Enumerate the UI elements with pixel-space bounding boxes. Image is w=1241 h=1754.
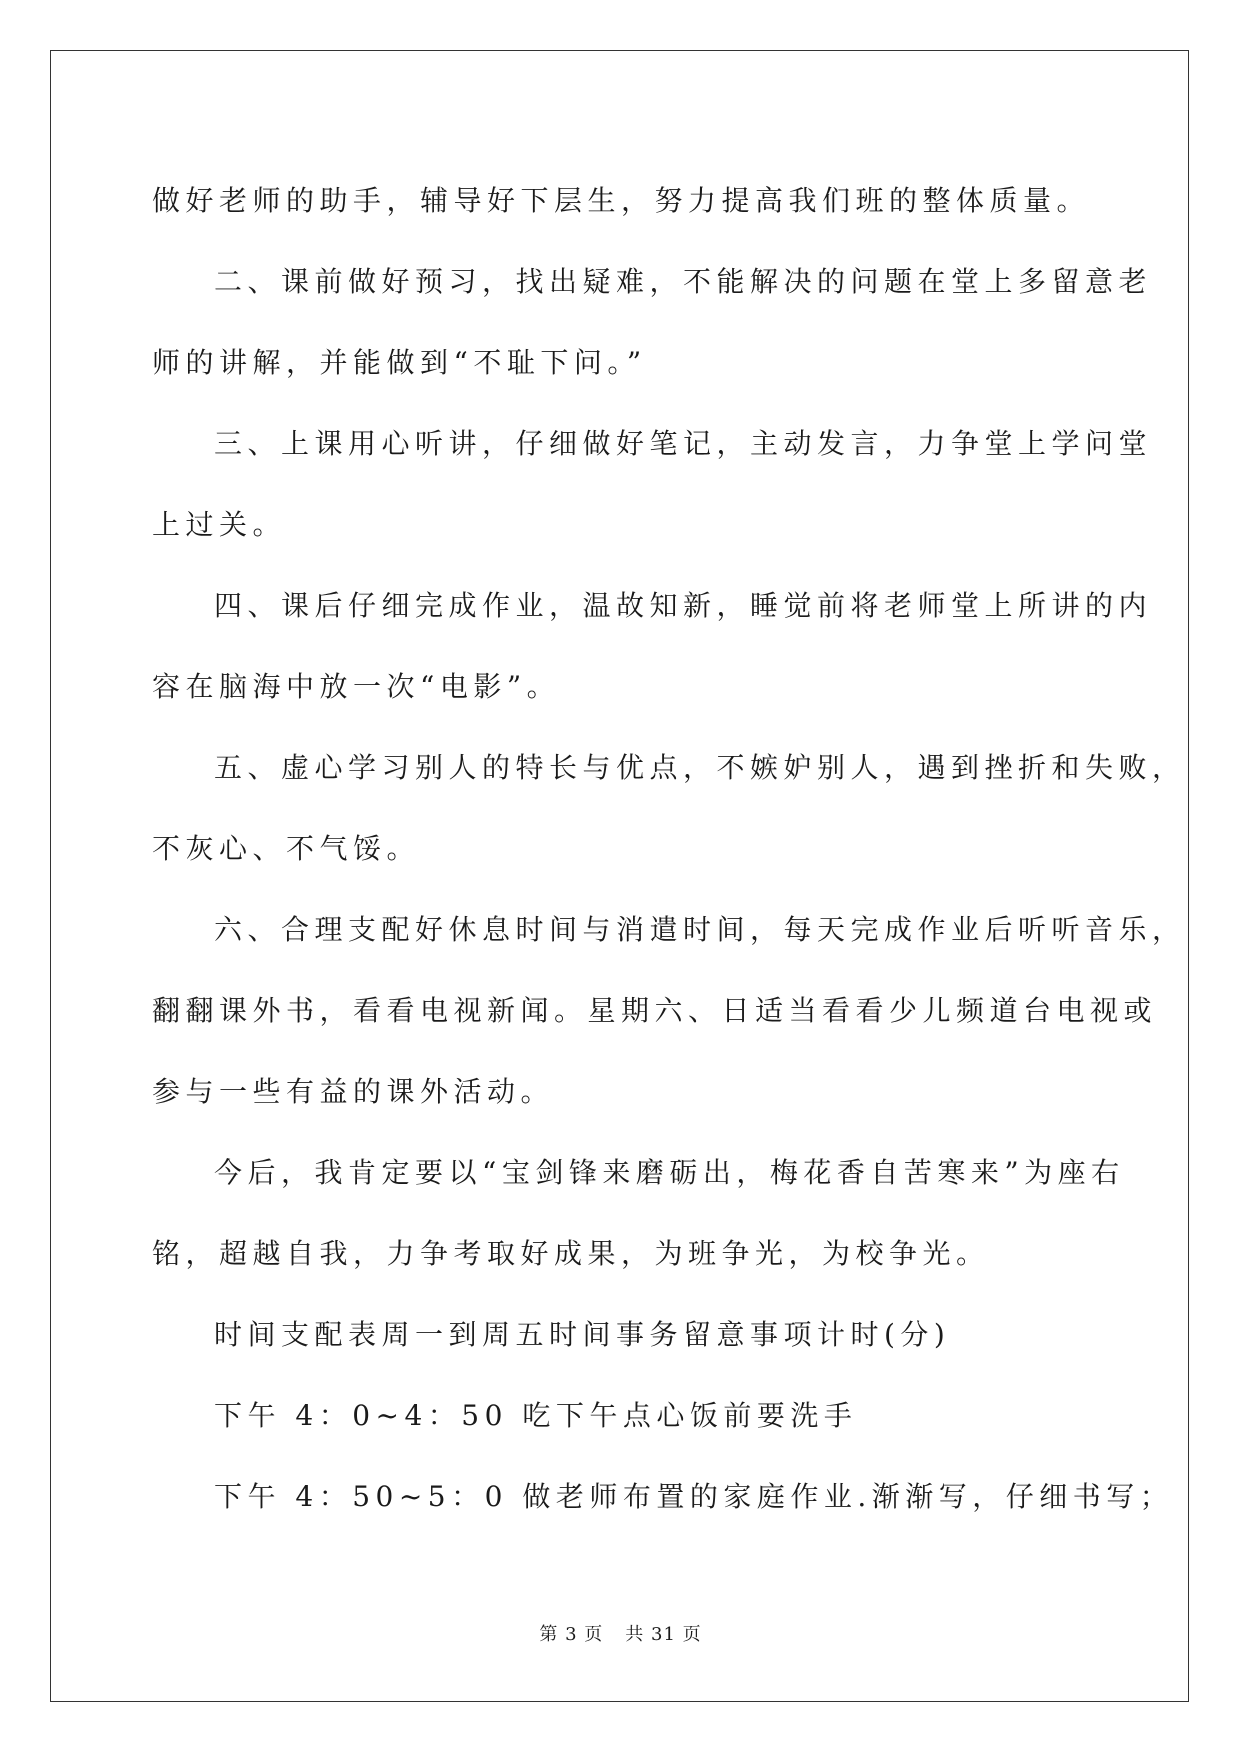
text-line: 翻翻课外书，看看电视新闻。星期六、日适当看看少儿频道台电视或 <box>152 994 1158 1027</box>
text-line: 参与一些有益的课外活动。 <box>152 1075 555 1108</box>
text-line: 五、虚心学习别人的特长与优点，不嫉妒别人，遇到挫折和失败， <box>214 751 1186 784</box>
text-line: 上过关。 <box>152 508 287 541</box>
text-line: 做好老师的助手，辅导好下层生，努力提高我们班的整体质量。 <box>152 184 1091 217</box>
text-line: 四、课后仔细完成作业，温故知新，睡觉前将老师堂上所讲的内 <box>214 589 1153 622</box>
text-line: 六、合理支配好休息时间与消遣时间，每天完成作业后听听音乐， <box>214 913 1186 946</box>
text-line: 今后，我肯定要以“宝剑锋来磨砺出，梅花香自苦寒来”为座右 <box>214 1156 1125 1189</box>
text-line: 师的讲解，并能做到“不耻下问。” <box>152 346 647 379</box>
document-body <box>152 160 1186 1537</box>
text-line: 下午 4：50~5：0 做老师布置的家庭作业.渐渐写，仔细书写； <box>214 1480 1174 1513</box>
text-line: 不灰心、不气馁。 <box>152 832 421 865</box>
text-line: 容在脑海中放一次“电影”。 <box>152 670 561 703</box>
page-number: 第 3 页 <box>539 1624 604 1645</box>
text-line: 铭，超越自我，力争考取好成果，为班争光，为校争光。 <box>152 1237 990 1270</box>
text-line: 时间支配表周一到周五时间事务留意事项计时(分) <box>214 1318 951 1351</box>
text-line: 三、上课用心听讲，仔细做好笔记，主动发言，力争堂上学问堂 <box>214 427 1153 460</box>
page-total: 共 31 页 <box>625 1624 702 1645</box>
text-line: 二、课前做好预习，找出疑难，不能解决的问题在堂上多留意老 <box>214 265 1153 298</box>
text-line: 下午 4：0~4：50 吃下午点心饭前要洗手 <box>214 1399 858 1432</box>
page-footer <box>0 1620 1241 1646</box>
